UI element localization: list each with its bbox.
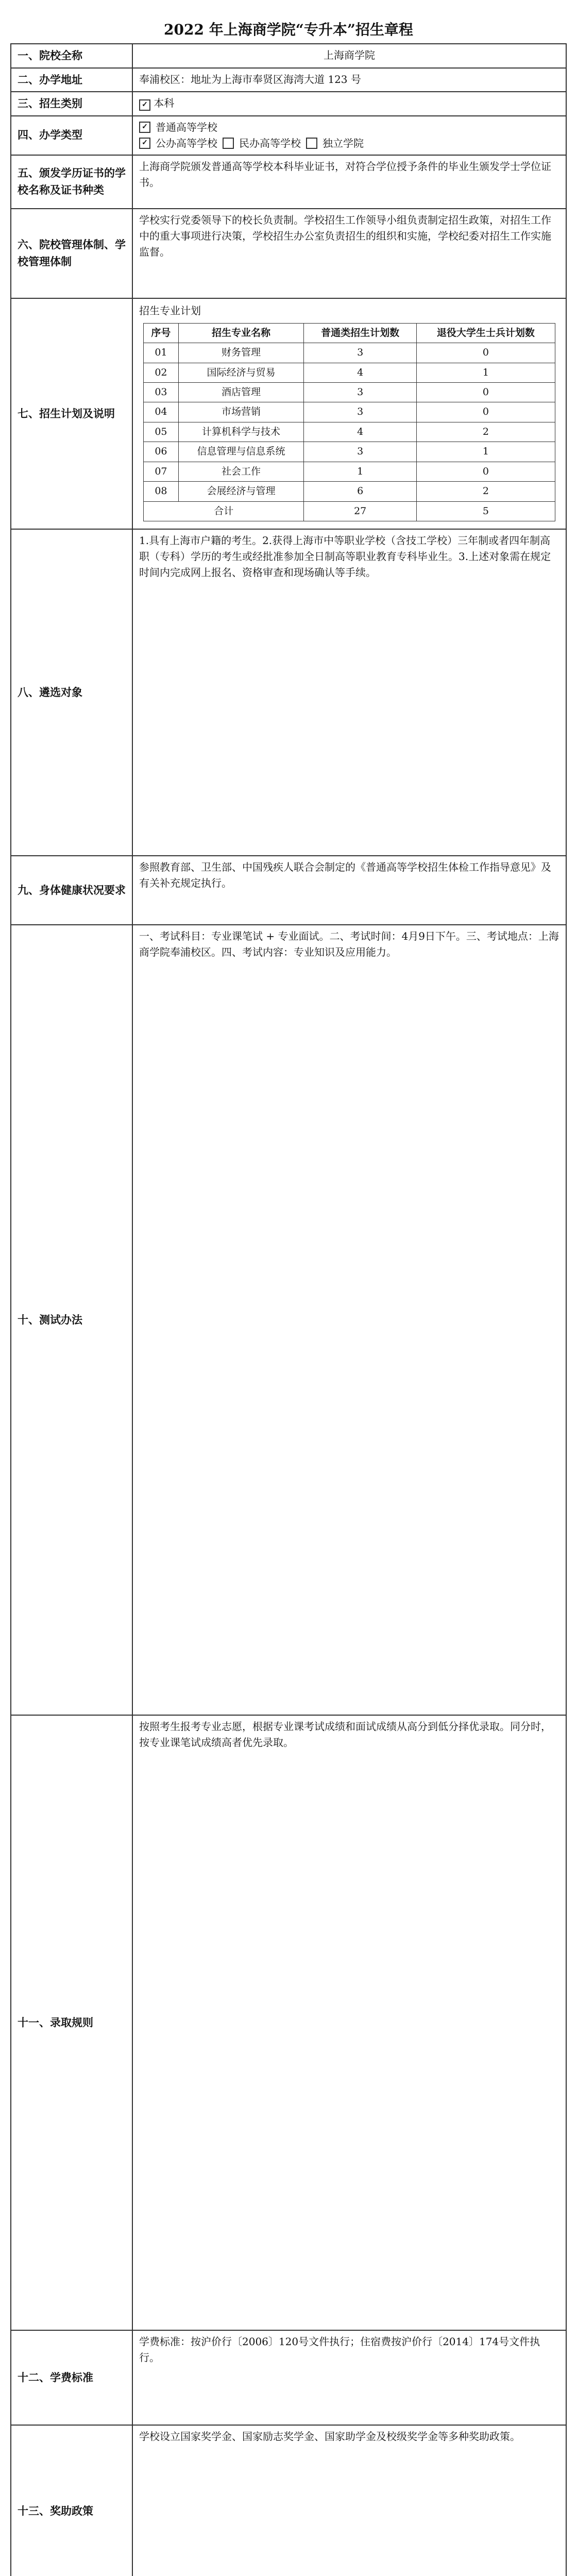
row-test [11,925,566,1715]
checkbox [223,138,234,149]
plan-cell: 市场营销 [178,402,304,422]
plan-intro: 招生专业计划 [139,304,201,317]
plan-header: 序号 [144,323,179,343]
plan-cell: 国际经济与贸易 [178,363,304,382]
plan-cell: 会展经济与管理 [178,482,304,501]
plan-cell: 计算机科学与技术 [178,422,304,442]
type-line [139,120,559,135]
row-value: 上海商学院 [132,44,566,68]
row-value: 学校实行党委领导下的校长负责制。学校招生工作领导小组负责制定招生政策，对招生工作中的重大事项进行决策，学校招生办公室负责招生的组织和实施，学校纪委对招生工作实施监督。 [132,209,566,298]
type-option: 民办高等学校 [239,137,301,149]
plan-cell: 6 [304,482,417,501]
type-option: 普通高等学校 [156,121,217,133]
plan-row [144,343,555,363]
row-label: 五、颁发学历证书的学校名称及证书种类 [11,155,132,209]
plan-header: 退役大学生士兵计划数 [416,323,555,343]
row-label: 四、办学类型 [11,116,132,155]
plan-cell: 0 [416,402,555,422]
type-line [139,135,559,151]
row-label: 十一、录取规则 [11,1715,132,2330]
row-eligibility [11,529,566,856]
row-value: 一、考试科目：专业课笔试 + 专业面试。二、考试时间：4月9日下午。三、考试地点：上海商学院奉浦校区。四、考试内容：专业知识及应用能力。 [132,925,566,1715]
row-value: 1.具有上海市户籍的考生。2.获得上海市中等职业学校（含技工学校）三年制或者四年制高职（专科）学历的考生或经批准参加全日制高等职业教育专科毕业生。3.上述对象需在规定时间内完成网上报名、资格审查和现场确认等手续。 [132,529,566,856]
row-value [132,92,566,116]
plan-cell: 酒店管理 [178,382,304,402]
row-label: 十二、学费标准 [11,2330,132,2425]
row-label: 九、身体健康状况要求 [11,856,132,925]
plan-row [144,422,555,442]
plan-cell: 4 [304,422,417,442]
row-value [132,298,566,529]
plan-header: 普通类招生计划数 [304,323,417,343]
plan-cell: 社会工作 [178,462,304,481]
plan-cell: 3 [304,442,417,462]
checkbox-checked: ✓ [139,138,150,149]
plan-cell: 0 [416,462,555,481]
row-health [11,856,566,925]
row-school-type [11,116,566,155]
plan-cell: 27 [304,501,417,521]
plan-row [144,482,555,501]
row-label: 三、招生类别 [11,92,132,116]
plan-cell: 3 [304,382,417,402]
page-title: 2022 年上海商学院“专升本”招生章程 [164,21,413,38]
row-value: 上海商学院颁发普通高等学校本科毕业证书，对符合学位授予条件的毕业生颁发学士学位证书。 [132,155,566,209]
row-value: 参照教育部、卫生部、中国残疾人联合会制定的《普通高等学校招生体检工作指导意见》及有关补充规定执行。 [132,856,566,925]
plan-header-row [144,323,555,343]
row-admission [11,1715,566,2330]
type-option: 公办高等学校 [156,137,217,149]
row-aid [11,2425,566,2576]
type-option: 独立学院 [323,137,364,149]
checkbox-checked: ✓ [139,99,150,111]
plan-cell: 2 [416,422,555,442]
plan-cell: 03 [144,382,179,402]
plan-cell: 01 [144,343,179,363]
row-address [11,68,566,92]
row-value: 奉浦校区：地址为上海市奉贤区海湾大道 123 号 [132,68,566,92]
plan-cell: 06 [144,442,179,462]
plan-cell: 1 [416,442,555,462]
plan-header: 招生专业名称 [178,323,304,343]
plan-cell: 3 [304,343,417,363]
plan-cell: 07 [144,462,179,481]
plan-table [143,323,555,521]
row-label: 八、遴选对象 [11,529,132,856]
plan-row [144,442,555,462]
category-value: 本科 [154,97,175,110]
plan-cell: 08 [144,482,179,501]
row-label: 七、招生计划及说明 [11,298,132,529]
plan-row [144,363,555,382]
checkbox-checked: ✓ [139,122,150,133]
row-label: 一、院校全称 [11,44,132,68]
plan-row [144,382,555,402]
row-tuition [11,2330,566,2425]
plan-cell: 0 [416,343,555,363]
plan-cell: 05 [144,422,179,442]
plan-cell: 2 [416,482,555,501]
row-category [11,92,566,116]
charter-table [10,43,567,2576]
row-label: 二、办学地址 [11,68,132,92]
plan-row [144,402,555,422]
row-label: 十三、奖助政策 [11,2425,132,2576]
plan-cell: 0 [416,382,555,402]
row-management [11,209,566,298]
plan-cell: 4 [304,363,417,382]
plan-total-row [144,501,555,521]
plan-cell: 财务管理 [178,343,304,363]
checkbox [306,138,317,149]
row-certificate [11,155,566,209]
row-value: 学校设立国家奖学金、国家励志奖学金、国家助学金及校级奖学金等多种奖助政策。 [132,2425,566,2576]
row-value: 按照考生报考专业志愿，根据专业课考试成绩和面试成绩从高分到低分择优录取。同分时，按专业课笔试成绩高者优先录取。 [132,1715,566,2330]
plan-row [144,462,555,481]
plan-cell: 5 [416,501,555,521]
plan-cell: 04 [144,402,179,422]
row-value: 学费标准：按沪价行〔2006〕120号文件执行；住宿费按沪价行〔2014〕174号文件执行。 [132,2330,566,2425]
plan-cell: 3 [304,402,417,422]
row-school-name [11,44,566,68]
plan-cell: 1 [416,363,555,382]
row-label: 六、院校管理体制、学校管理体制 [11,209,132,298]
plan-cell: 1 [304,462,417,481]
row-value [132,116,566,155]
row-label: 十、测试办法 [11,925,132,1715]
plan-cell: 信息管理与信息系统 [178,442,304,462]
plan-cell: 合计 [144,501,304,521]
row-plan [11,298,566,529]
plan-cell: 02 [144,363,179,382]
